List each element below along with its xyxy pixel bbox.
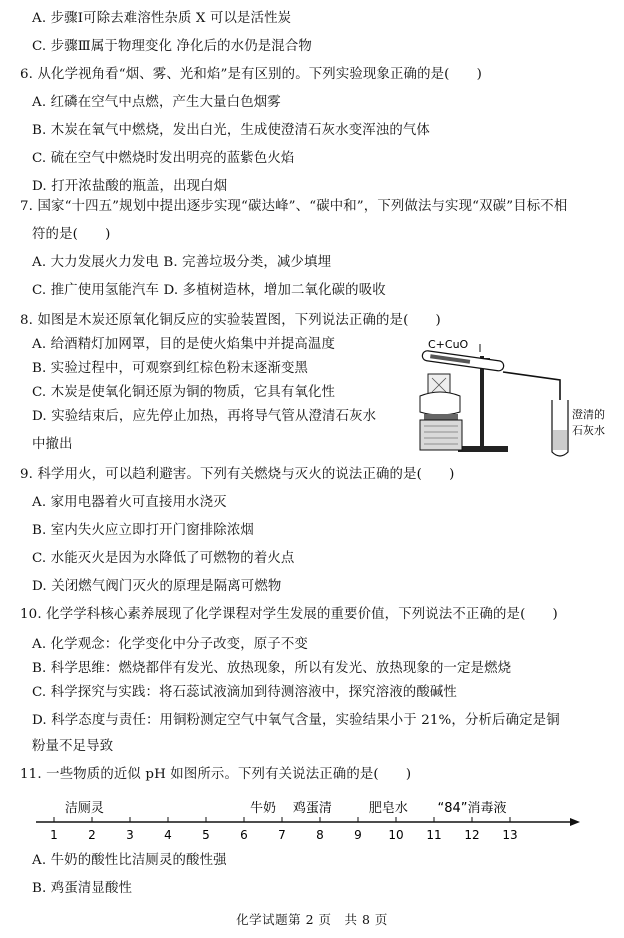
question-stem: 9. 科学用火，可以趋利避害。下列有关燃烧与灭火的说法正确的是( ) bbox=[20, 467, 455, 482]
question-line: 符的是( ) bbox=[32, 227, 111, 242]
ph-tick-label: 4 bbox=[164, 828, 172, 842]
question-line: D. 关闭燃气阀门灭火的原理是隔离可燃物 bbox=[32, 579, 282, 594]
lime-water-label-2: 石灰水 bbox=[572, 424, 605, 437]
ph-axis-arrow bbox=[570, 818, 580, 826]
ph-scale-diagram bbox=[30, 794, 590, 844]
ph-tick-label: 12 bbox=[464, 828, 480, 842]
ph-substance-label: 牛奶 bbox=[249, 801, 277, 816]
question-line: D. 科学态度与责任：用铜粉测定空气中氧气含量，实验结果小于 21%，分析后确定是铜 bbox=[32, 713, 560, 728]
question-line: A. 给酒精灯加网罩，目的是使火焰集中并提高温度 bbox=[32, 337, 335, 352]
question-line: C. 水能灭火是因为水降低了可燃物的着火点 bbox=[32, 551, 295, 566]
ph-tick-label: 3 bbox=[126, 828, 134, 842]
page-footer: 化学试题第 2 页 共 8 页 bbox=[236, 912, 388, 927]
question-line: A. 大力发展火力发电 B. 完善垃圾分类，减少填埋 bbox=[32, 255, 332, 270]
ph-substance-label: 肥皂水 bbox=[368, 801, 408, 816]
ph-tick-label: 10 bbox=[388, 828, 404, 842]
question-line: A. 家用电器着火可直接用水浇灭 bbox=[32, 495, 227, 510]
question-line: 中撤出 bbox=[32, 437, 73, 452]
question-line: B. 鸡蛋清显酸性 bbox=[32, 881, 133, 896]
question-line: D. 打开浓盐酸的瓶盖，出现白烟 bbox=[32, 179, 228, 194]
ph-tick-label: 11 bbox=[426, 828, 442, 842]
question-line: C. 推广使用氢能汽车 D. 多植树造林，增加二氧化碳的吸收 bbox=[32, 283, 386, 298]
ph-substance-label: 鸡蛋清 bbox=[292, 801, 332, 816]
question-line: 粉量不足导致 bbox=[32, 739, 114, 754]
question-stem: 8. 如图是木炭还原氧化铜反应的实验装置图，下列说法正确的是( ) bbox=[20, 313, 441, 328]
question-stem: 6. 从化学视角看“烟、雾、光和焰”是有区别的。下列实验现象正确的是( ) bbox=[20, 67, 482, 82]
ph-tick-label: 6 bbox=[240, 828, 248, 842]
ph-tick-label: 9 bbox=[354, 828, 362, 842]
question-line: B. 科学思维：燃烧都伴有发光、放热现象，所以有发光、放热现象的一定是燃烧 bbox=[32, 661, 512, 676]
ph-substance-label: “84”消毒液 bbox=[437, 801, 507, 816]
question-stem: 11. 一些物质的近似 pH 如图所示。下列有关说法正确的是( ) bbox=[20, 767, 412, 782]
question-line: A. 化学观念：化学变化中分子改变，原子不变 bbox=[32, 637, 308, 652]
ph-substance-label: 洁厕灵 bbox=[64, 801, 104, 816]
ph-tick-label: 7 bbox=[278, 828, 286, 842]
lime-water-label-1: 澄清的 bbox=[572, 408, 605, 421]
question-line: B. 实验过程中，可观察到红棕色粉末逐渐变黑 bbox=[32, 361, 309, 376]
question-line: B. 室内失火应立即打开门窗排除浓烟 bbox=[32, 523, 254, 538]
ph-tick-label: 1 bbox=[50, 828, 58, 842]
question-stem: 10. 化学学科核心素养展现了化学课程对学生发展的重要价值，下列说法不正确的是( ) bbox=[20, 607, 558, 622]
question-line: C. 硫在空气中燃烧时发出明亮的蓝紫色火焰 bbox=[32, 151, 295, 166]
question-line: D. 实验结束后，应先停止加热，再将导气管从澄清石灰水 bbox=[32, 409, 377, 424]
ph-tick-label: 5 bbox=[202, 828, 210, 842]
ph-tick-label: 2 bbox=[88, 828, 96, 842]
question-line: A. 牛奶的酸性比洁厕灵的酸性强 bbox=[32, 853, 227, 868]
question-line: A. 红磷在空气中点燃，产生大量白色烟雾 bbox=[32, 95, 281, 110]
question-line: A. 步骤Ⅰ可除去难溶性杂质 X 可以是活性炭 bbox=[32, 11, 292, 26]
question-stem: 7. 国家“十四五”规划中提出逐步实现“碳达峰”、“碳中和”，下列做法与实现“双碳”目标不相 bbox=[20, 199, 568, 214]
question-line: B. 木炭在氧气中燃烧，发出白光，生成使澄清石灰水变浑浊的气体 bbox=[32, 123, 430, 138]
question-line: C. 木炭是使氧化铜还原为铜的物质，它具有氧化性 bbox=[32, 385, 336, 400]
reagent-label: C+CuO bbox=[428, 338, 469, 351]
question-line: C. 步骤Ⅲ属于物理变化 净化后的水仍是混合物 bbox=[32, 39, 312, 54]
ph-tick-label: 8 bbox=[316, 828, 324, 842]
ph-tick-label: 13 bbox=[502, 828, 518, 842]
question-line: C. 科学探究与实践：将石蕊试液滴加到待测溶液中，探究溶液的酸碱性 bbox=[32, 685, 457, 700]
carbon-reduction-apparatus bbox=[410, 330, 610, 460]
